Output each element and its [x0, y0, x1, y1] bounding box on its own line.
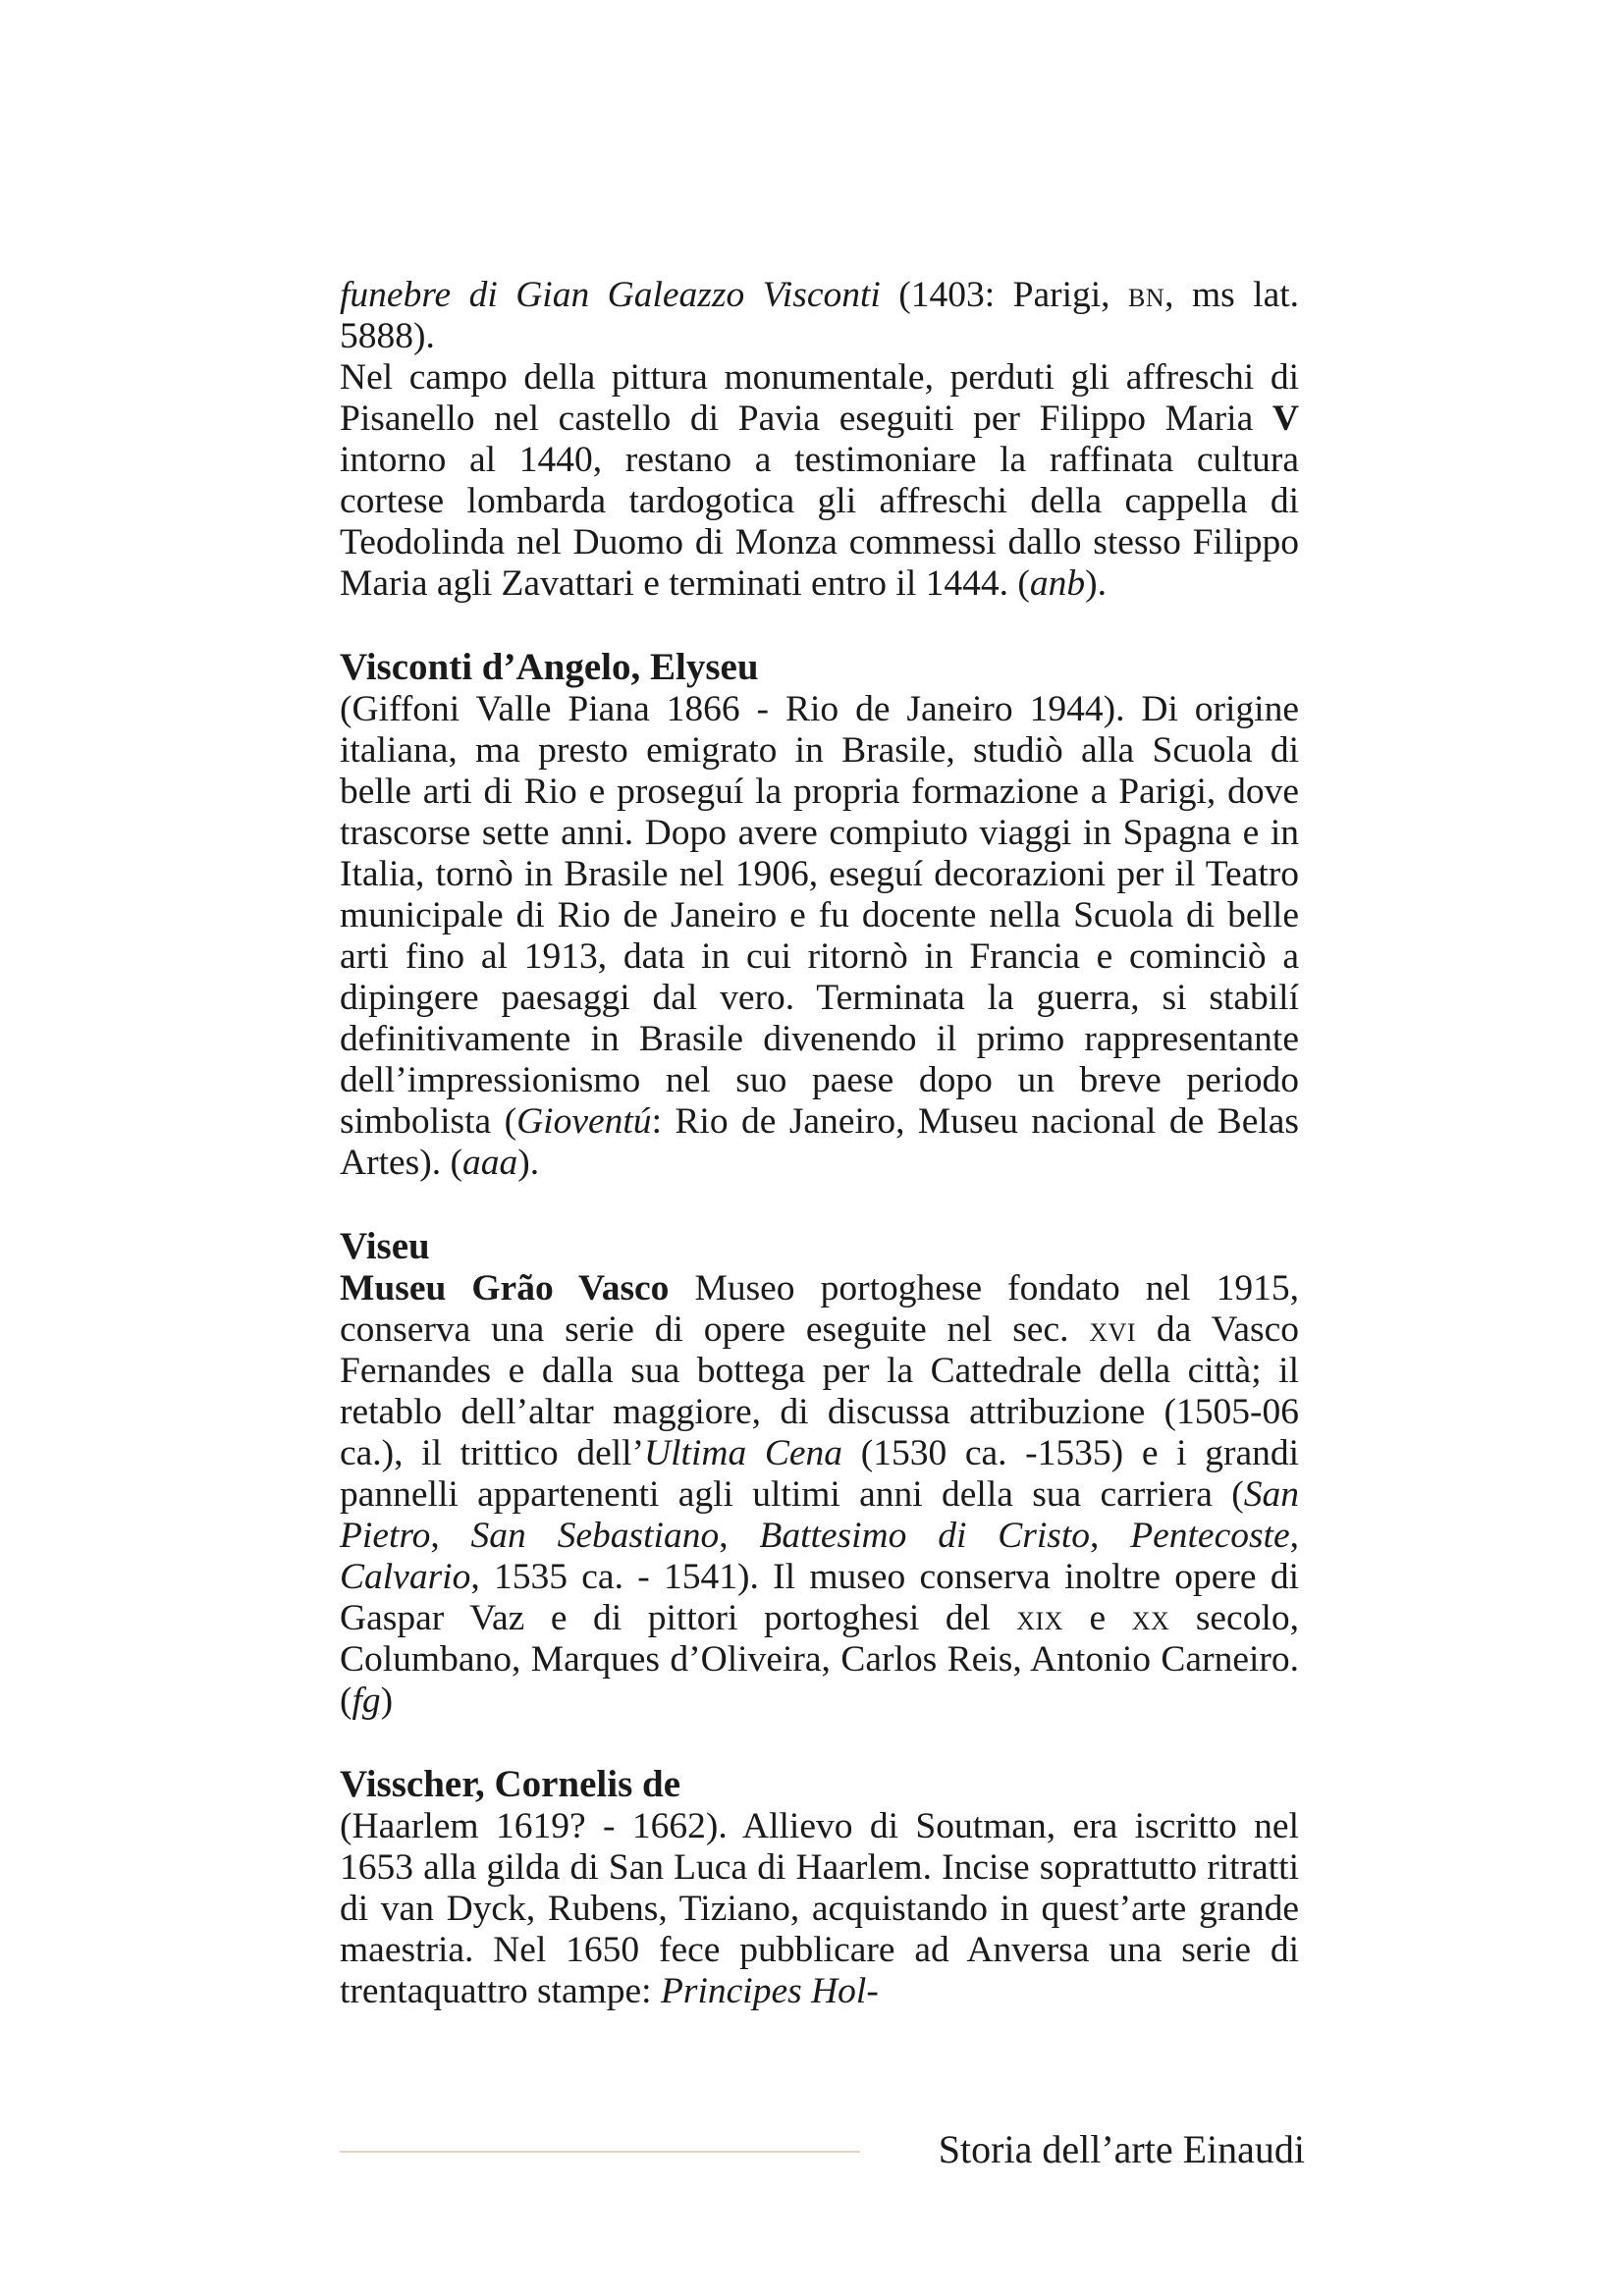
entry-body-visscher: (Haarlem 1619? - 1662). Allievo di Soutman, era iscritto nel 1653 alla gilda di San Luca di Haarlem. Incise soprattutto ritratti di van Dyck, Rubens, Tiziano, acquistando in quest’arte grande maestria. Nel 1650 fece pubblicare ad Anversa una serie di trentaquattro stampe: Principes Hol- [340, 1806, 1299, 2011]
century-numeral: xx [1131, 1598, 1170, 1638]
author-initials: fg [352, 1681, 381, 1721]
entry-title-visscher: Visscher, Cornelis de [340, 1763, 681, 1805]
work-title: Principes Hol- [660, 1971, 879, 2011]
work-title: San Pietro [340, 1474, 1299, 1556]
footer-divider [340, 2151, 860, 2153]
work-title: Gioventú [516, 1101, 652, 1142]
entry-body-visconti: (Giffoni Valle Piana 1866 - Rio de Janeiro 1944). Di origine italiana, ma presto emigrato in Brasile, studiò alla Scuola di belle arti di Rio e proseguí la propria formazione a Parigi, dove trascorse sette anni. Dopo avere compiuto viaggi in Spagna e in Italia, tornò in Brasile nel 1906, eseguí decorazioni per il Teatro municipale di Rio de Janeiro e fu docente nella Scuola di belle arti fino al 1913, data in cui ritornò in Francia e cominciò a dipingere paesaggi dal vero. Terminata la guerra, si stabilí definitivamente in Brasile divenendo il primo rappresentante dell’impressionismo nel suo paese dopo un breve periodo simbolista (Gioventú: Rio de Janeiro, Museu nacional de Belas Artes). (aaa). [340, 689, 1299, 1183]
entry-body-viseu: Museu Grão Vasco Museo portoghese fondato nel 1915, conserva una serie di opere eseguite nel sec. xvi da Vasco Fernandes e dalla sua bottega per la Cattedrale della città; il retablo dell’altar maggiore, di discussa attribuzione (1505-06 ca.), il trittico dell’Ultima Cena (1530 ca. -1535) e i grandi pannelli appartenenti agli ultimi anni della sua carriera (San Pietro, San Sebastiano, Battesimo di Cristo, Pentecoste, Calvario, 1535 ca. - 1541). Il museo conserva inoltre opere di Gaspar Vaz e di pittori portoghesi del xix e xx secolo, Columbano, Marques d’Oliveira, Carlos Reis, Antonio Carneiro. (fg) [340, 1268, 1300, 1721]
entry-title-visconti: Visconti d’Angelo, Elyseu [340, 646, 759, 688]
author-initials: anb [1029, 563, 1086, 604]
work-title: Calvario [340, 1557, 471, 1597]
work-title: Pentecoste [1130, 1516, 1290, 1556]
work-title: funebre di Gian Galeazzo Visconti [340, 275, 881, 315]
museum-name: Museu Grão Vasco [340, 1268, 670, 1308]
work-title: Battesimo di Cristo [759, 1516, 1090, 1556]
work-title: San Sebastiano [470, 1516, 720, 1556]
footer-publisher: Storia dell’arte Einaudi [938, 2127, 1305, 2171]
library-abbreviation: bn [1128, 275, 1165, 315]
work-title: Ultima Cena [644, 1433, 843, 1473]
roman-numeral: V [1271, 399, 1299, 439]
intro-paragraph-2: Nel campo della pittura monumentale, perduti gli affreschi di Pisanello nel castello di Pavia eseguiti per Filippo Maria V intorno al 1440, restano a testimoniare la raffinata cultura cortese lombarda tardogotica gli affreschi della cappella di Teodolinda nel Duomo di Monza commessi dallo stesso Filippo Maria agli Zavattari e terminati entro il 1444. (anb). [340, 357, 1299, 604]
century-numeral: xix [1016, 1598, 1063, 1638]
century-numeral: xvi [1089, 1309, 1137, 1350]
entry-title-viseu: Viseu [340, 1225, 430, 1267]
author-initials: aaa [461, 1143, 518, 1183]
intro-paragraph: funebre di Gian Galeazzo Visconti (1403: Parigi, bn, ms lat. 5888). [340, 275, 1300, 356]
page-content [340, 275, 1299, 2012]
